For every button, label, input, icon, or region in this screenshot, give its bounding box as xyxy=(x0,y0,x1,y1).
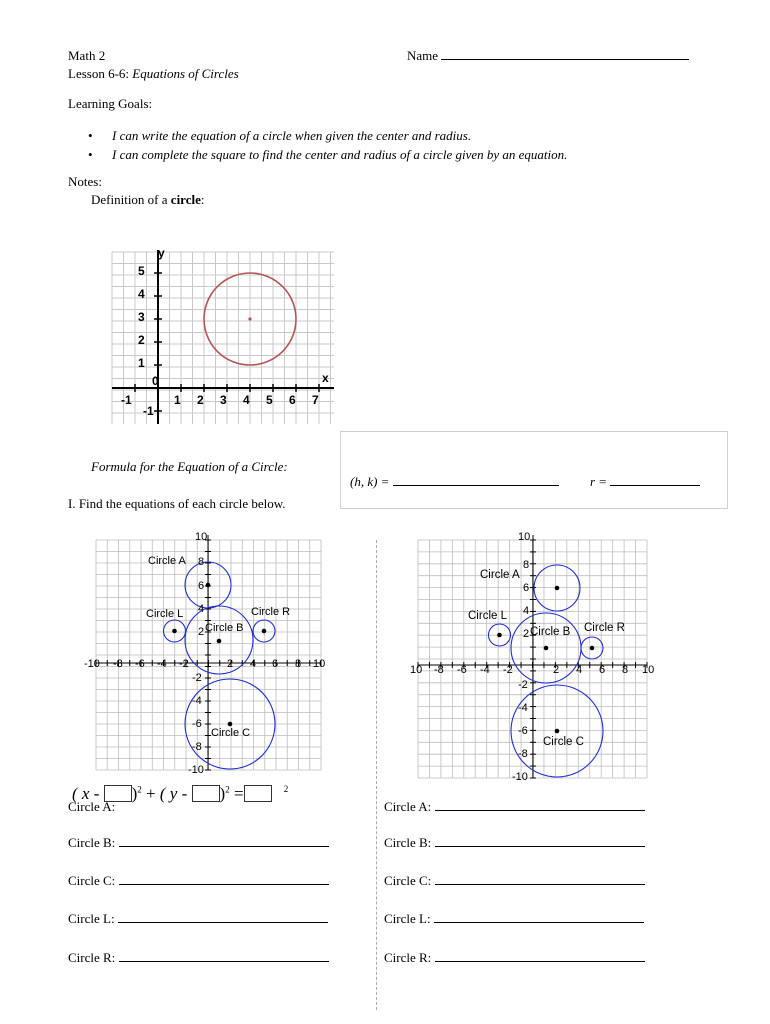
circle-label: Circle L xyxy=(468,610,507,622)
x-tick-label: 2 xyxy=(553,664,560,676)
name-field[interactable] xyxy=(407,48,689,64)
x-tick-label: -4 xyxy=(157,658,167,670)
x-axis-label: x xyxy=(322,371,329,385)
answer-label: Circle L: xyxy=(68,911,115,926)
section-instruction: I. Find the equations of each circle below. xyxy=(68,496,286,511)
equation-exponent: 2 xyxy=(137,784,142,795)
y-tick-label: 5 xyxy=(138,264,145,278)
circle-definition xyxy=(91,192,205,208)
answer-circle-r-left[interactable] xyxy=(68,950,329,966)
circle-r-center xyxy=(262,629,267,634)
answer-blank[interactable] xyxy=(435,951,645,962)
y-tick-label: -8 xyxy=(518,748,528,760)
answer-blank[interactable] xyxy=(119,874,329,885)
equation-exponent: 2 xyxy=(225,784,230,795)
equation-template: ( x - )$^2$ + ( y - )$^2$ = $^2$ xyxy=(72,784,289,803)
h-input-box[interactable] xyxy=(104,785,132,802)
x-tick-label: 3 xyxy=(220,393,227,407)
y-tick-label: 6 xyxy=(523,582,530,594)
name-blank[interactable] xyxy=(441,49,689,60)
y-tick-label: 10 xyxy=(518,531,531,543)
y-tick-label: -10 xyxy=(188,764,204,774)
y-tick-label: -6 xyxy=(518,725,528,737)
lesson-name: Equations of Circles xyxy=(132,66,239,81)
x-tick-label: 7 xyxy=(312,393,319,407)
circle-label: Circle R xyxy=(251,606,291,618)
circle-b-center xyxy=(544,646,549,651)
answer-circle-b-right[interactable] xyxy=(384,835,645,851)
x-tick-label: -6 xyxy=(135,658,145,670)
answer-label: Circle C: xyxy=(68,873,116,888)
x-tick-label: 10 xyxy=(642,664,655,676)
circle-label: Circle B xyxy=(530,626,571,638)
formula-label: Formula for the Equation of a Circle: xyxy=(91,459,288,474)
column-divider xyxy=(376,540,377,1010)
circle-b-center xyxy=(217,639,222,644)
answer-circle-l-left[interactable] xyxy=(68,911,328,927)
x-tick-label: 6 xyxy=(289,393,296,407)
name-label: Name xyxy=(407,48,439,63)
circle-a-center xyxy=(206,583,211,588)
x-tick-label: 4 xyxy=(243,393,250,407)
x-tick-label: 1 xyxy=(174,393,181,407)
circle-label: Circle B xyxy=(205,622,244,634)
equation-y-part: ( y - xyxy=(159,784,188,803)
hk-label: (h, k) = xyxy=(350,474,390,489)
x-tick-label: -4 xyxy=(480,664,490,676)
definition-term: circle xyxy=(170,192,201,207)
x-tick-label: -2 xyxy=(503,664,513,676)
y-tick-label: 10 xyxy=(195,531,208,543)
answer-label: Circle B: xyxy=(384,835,432,850)
answer-blank[interactable] xyxy=(434,912,644,923)
lesson-title xyxy=(68,66,239,82)
x-tick-label: 6 xyxy=(599,664,606,676)
x-tick-label: -8 xyxy=(434,664,444,676)
circle-a-center xyxy=(555,586,560,591)
formula-answer-box xyxy=(340,431,728,509)
answer-label: Circle A: xyxy=(68,799,116,814)
y-tick-label: 1 xyxy=(138,356,145,370)
y-tick-label: 3 xyxy=(138,310,145,324)
y-tick-label: 4 xyxy=(523,605,530,617)
answer-blank[interactable] xyxy=(119,951,329,962)
circle-c-center xyxy=(228,722,233,727)
answer-label: Circle L: xyxy=(384,911,431,926)
x-tick-label: 4 xyxy=(250,658,257,670)
x-tick-label: 2 xyxy=(227,658,234,670)
x-tick-label: 5 xyxy=(266,393,273,407)
equation-x-part: ( x - xyxy=(72,784,100,803)
k-input-box[interactable] xyxy=(192,785,220,802)
y-tick-label: -4 xyxy=(192,695,202,707)
goal-item: • I can write the equation of a circle when given the center and radius. xyxy=(88,126,567,145)
answer-blank[interactable] xyxy=(435,800,645,811)
hk-field[interactable] xyxy=(350,474,559,490)
y-tick-label: -8 xyxy=(192,741,202,753)
definition-prefix: Definition of a xyxy=(91,192,171,207)
y-tick-label: 4 xyxy=(198,603,205,615)
equation-equals: = xyxy=(233,784,244,803)
answer-circle-a-right[interactable] xyxy=(384,799,645,815)
y-tick-label: -4 xyxy=(518,702,528,714)
y-tick-label: -6 xyxy=(192,718,202,730)
example-circle-center xyxy=(248,317,251,320)
circle-label: Circle L xyxy=(146,608,184,620)
answer-label: Circle B: xyxy=(68,835,116,850)
learning-goals-heading: Learning Goals: xyxy=(68,96,153,111)
y-tick-label: 2 xyxy=(523,628,530,640)
hk-blank[interactable] xyxy=(393,475,559,486)
answer-blank[interactable] xyxy=(435,836,645,847)
y-tick-label: 8 xyxy=(523,559,530,571)
y-tick-label: -10 xyxy=(512,771,528,780)
answer-circle-l-right[interactable] xyxy=(384,911,644,927)
y-tick-label: 6 xyxy=(198,580,205,592)
answer-blank[interactable] xyxy=(435,874,645,885)
origin-label: 0 xyxy=(152,374,159,388)
y-tick-label: 2 xyxy=(198,626,205,638)
r-blank[interactable] xyxy=(610,475,700,486)
y-tick-label: 2 xyxy=(138,333,145,347)
r-field[interactable] xyxy=(590,474,700,490)
circle-label: Circle A xyxy=(480,569,520,581)
x-tick-label: -6 xyxy=(457,664,467,676)
answer-circle-r-right[interactable] xyxy=(384,950,645,966)
answer-circle-c-right[interactable] xyxy=(384,873,645,889)
course-title: Math 2 xyxy=(68,48,106,63)
r-label: r = xyxy=(590,474,608,489)
answer-label: Circle C: xyxy=(384,873,432,888)
notes-heading: Notes: xyxy=(68,174,102,189)
learning-goals-list xyxy=(88,126,567,164)
y-tick-label: -2 xyxy=(518,679,528,691)
circle-label: Circle C xyxy=(543,736,584,748)
answer-blank[interactable] xyxy=(118,912,328,923)
circle-label: Circle R xyxy=(584,622,625,634)
y-tick-label: -1 xyxy=(143,404,154,418)
circle-label: Circle A xyxy=(148,555,186,567)
x-tick-label: 10 xyxy=(313,658,326,670)
x-tick-label: -8 xyxy=(113,658,123,670)
answer-blank[interactable] xyxy=(119,836,329,847)
x-tick-label: -1 xyxy=(121,393,132,407)
definition-suffix: : xyxy=(200,192,205,207)
answer-circle-c-left[interactable] xyxy=(68,873,329,889)
x-tick-label: -2 xyxy=(179,658,189,670)
circle-c-center xyxy=(555,729,560,734)
x-tick-label: 10 xyxy=(410,664,423,676)
lesson-prefix: Lesson 6-6: xyxy=(68,66,133,81)
x-tick-label: 8 xyxy=(295,658,302,670)
answer-label: Circle A: xyxy=(384,799,432,814)
circle-l-center xyxy=(172,629,177,634)
y-tick-label: 8 xyxy=(198,556,205,568)
r-input-box[interactable] xyxy=(244,785,272,802)
graph-left xyxy=(80,530,342,774)
x-tick-label: 8 xyxy=(622,664,629,676)
example-circle-graph xyxy=(108,246,340,428)
y-tick-label: -2 xyxy=(192,672,202,684)
equation-plus: + xyxy=(146,784,156,803)
answer-label: Circle R: xyxy=(384,950,432,965)
x-tick-label: 6 xyxy=(272,658,279,670)
graph-right xyxy=(410,530,662,780)
y-axis-label: y xyxy=(158,246,165,260)
goal-item: • I can complete the square to find the center and radius of a circle given by an equation. xyxy=(88,145,567,164)
y-tick-label: 4 xyxy=(138,287,145,301)
circle-label: Circle C xyxy=(211,727,251,739)
answer-circle-b-left[interactable] xyxy=(68,835,329,851)
answer-label: Circle R: xyxy=(68,950,116,965)
circle-l-center xyxy=(497,633,502,638)
x-tick-label: 4 xyxy=(576,664,583,676)
x-tick-label: 2 xyxy=(197,393,204,407)
equation-exponent: 2 xyxy=(283,784,289,795)
circle-r-center xyxy=(590,646,595,651)
x-tick-label: -10 xyxy=(84,658,100,670)
